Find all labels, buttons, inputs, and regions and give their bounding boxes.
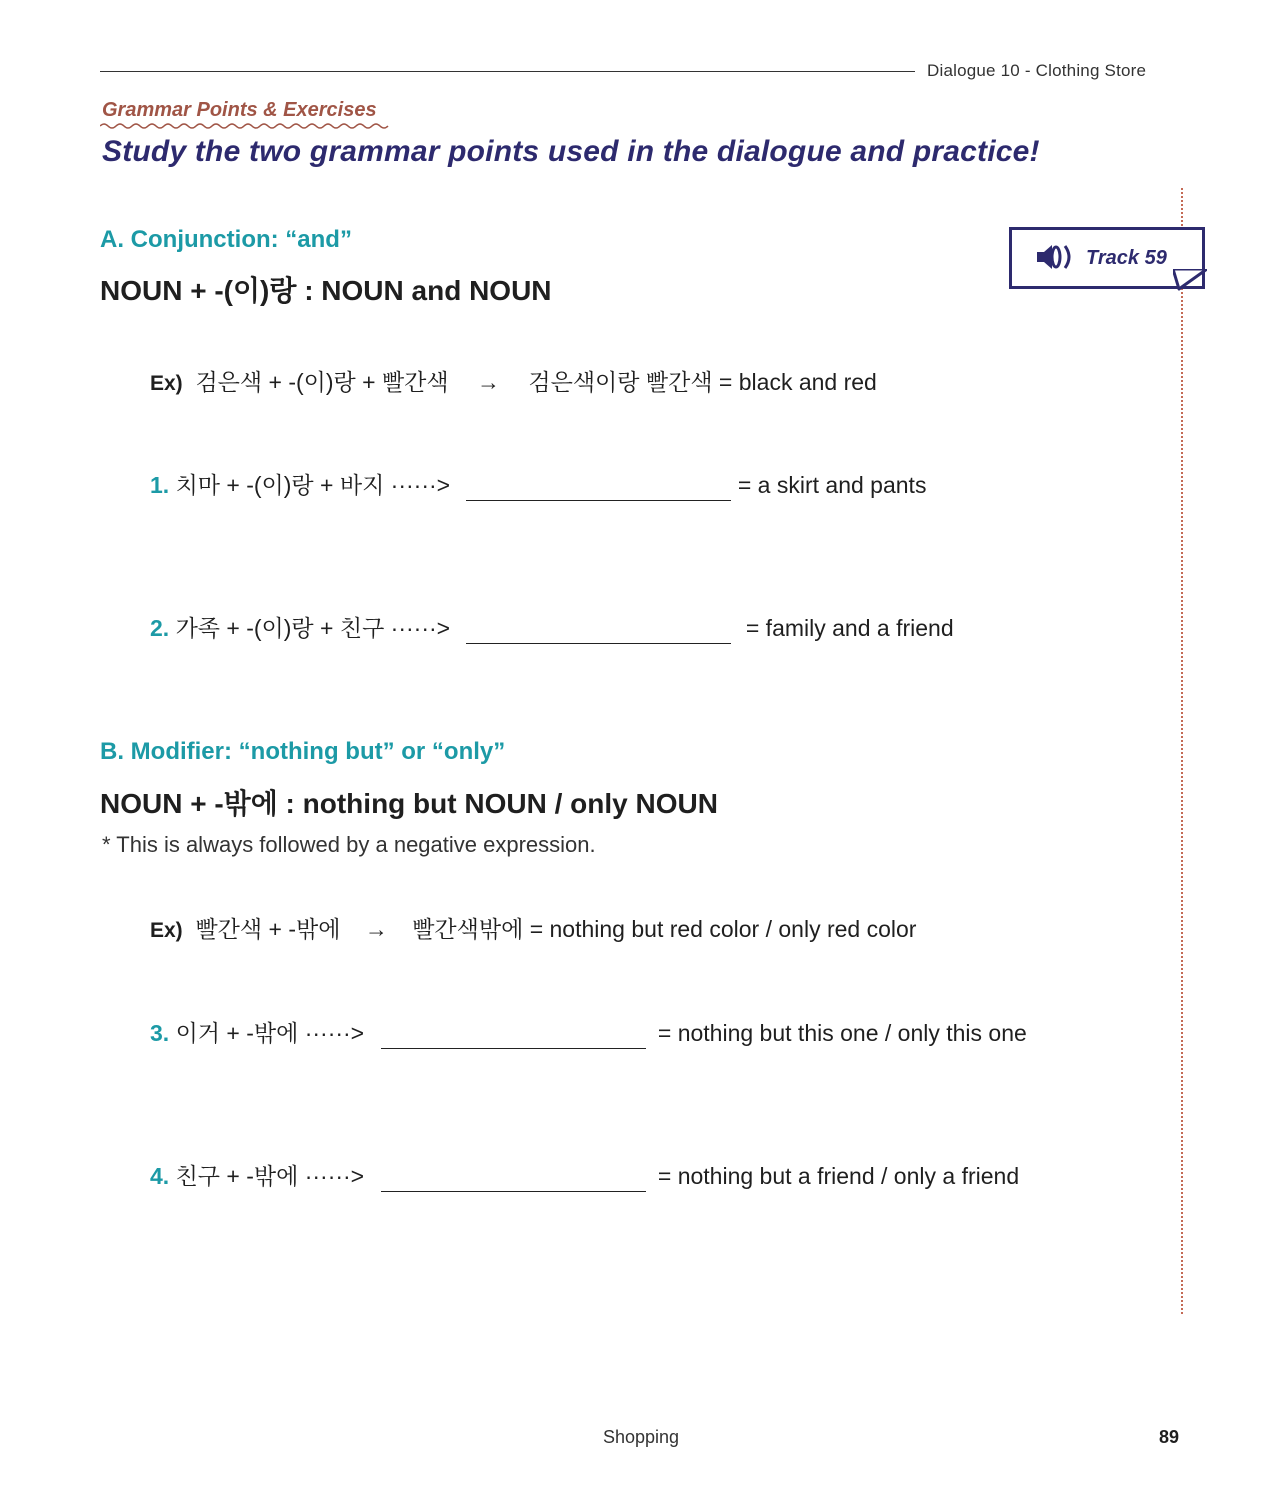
track-fold-corner xyxy=(1173,269,1207,291)
arrow-icon: → xyxy=(364,916,388,942)
answer-blank[interactable] xyxy=(381,1167,646,1192)
part-a-example xyxy=(150,364,877,397)
footer-section: Shopping xyxy=(602,1427,680,1447)
exercise-meaning: = nothing but this one / only this one xyxy=(657,1020,1027,1046)
exercise-1 xyxy=(150,467,926,501)
header-rule xyxy=(100,71,915,72)
speaker-icon xyxy=(1034,242,1078,272)
answer-blank[interactable] xyxy=(466,619,731,644)
exercise-meaning: = family and a friend xyxy=(745,615,954,641)
part-a-heading: A. Conjunction: “and” xyxy=(100,226,352,253)
arrow-icon: → xyxy=(477,369,501,395)
exercise-2 xyxy=(150,610,954,644)
page-number: 89 xyxy=(1159,1427,1180,1447)
part-b-example xyxy=(150,911,916,944)
example-source: 검은색 + -(이)랑 + 빨간색 xyxy=(195,369,449,395)
exercise-number: 4. xyxy=(150,1163,170,1189)
chapter-title: Dialogue 10 - Clothing Store xyxy=(927,61,1147,80)
part-b-note: * This is always followed by a negative expression. xyxy=(102,832,596,857)
example-result: 빨간색밖에 = nothing but red color / only red color xyxy=(412,916,917,942)
exercise-meaning: = a skirt and pants xyxy=(737,472,927,498)
exercise-number: 2. xyxy=(150,615,170,641)
exercise-prompt: 가족 + -(이)랑 + 친구 ······> xyxy=(175,615,451,641)
wavy-underline xyxy=(100,122,392,130)
main-title: Study the two grammar points used in the dialogue and practice! xyxy=(102,135,1040,168)
exercise-prompt: 치마 + -(이)랑 + 바지 ······> xyxy=(175,472,451,498)
exercise-prompt: 친구 + -밖에 ······> xyxy=(175,1163,365,1189)
part-b-formula: NOUN + -밖에 : nothing but NOUN / only NOUN xyxy=(100,788,718,819)
example-label: Ex) xyxy=(150,919,183,942)
section-label: Grammar Points & Exercises xyxy=(102,99,377,121)
example-result: 검은색이랑 빨간색 = black and red xyxy=(528,369,877,395)
track-label: Track 59 xyxy=(1086,247,1167,269)
exercise-meaning: = nothing but a friend / only a friend xyxy=(657,1163,1020,1189)
margin-dotted-line xyxy=(1181,188,1183,1314)
answer-blank[interactable] xyxy=(466,476,731,501)
part-a-formula: NOUN + -(이)랑 : NOUN and NOUN xyxy=(100,275,552,306)
exercise-number: 3. xyxy=(150,1020,170,1046)
example-label: Ex) xyxy=(150,372,183,395)
exercise-4 xyxy=(150,1158,1019,1192)
part-b-heading: B. Modifier: “nothing but” or “only” xyxy=(100,738,506,765)
answer-blank[interactable] xyxy=(381,1024,646,1049)
exercise-prompt: 이거 + -밖에 ······> xyxy=(175,1020,365,1046)
exercise-3 xyxy=(150,1015,1027,1049)
example-source: 빨간색 + -밖에 xyxy=(195,916,341,942)
exercise-number: 1. xyxy=(150,472,170,498)
